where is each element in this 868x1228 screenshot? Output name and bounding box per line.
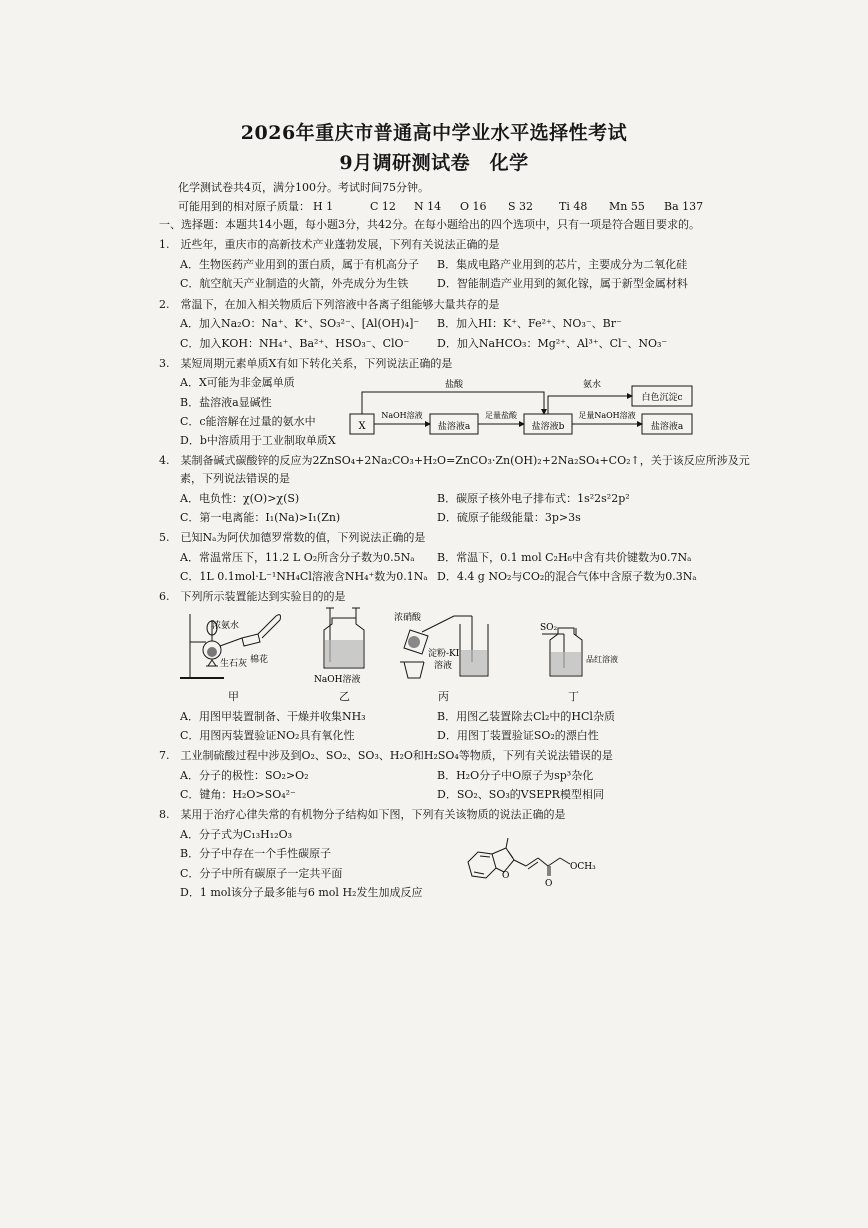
q3-stem: 3. 某短周期元素单质X有如下转化关系，下列说法正确的是 <box>159 357 453 370</box>
q1-option-c: C．航空航天产业制造的火箭，外壳成分为生铁 <box>180 277 409 290</box>
atomic-mass-s: S 32 <box>508 200 534 213</box>
q3-option-a: A．X可能为非金属单质 <box>180 376 295 389</box>
label-excess-hcl: 足量盐酸 <box>485 411 517 420</box>
caption-ding: 丁 <box>568 690 579 703</box>
atomic-mass-mn: Mn 55 <box>609 200 645 213</box>
label-naoh-solution: NaOH溶液 <box>314 675 361 684</box>
q4-option-c: C．第一电离能：I₁(Na)>I₁(Zn) <box>180 511 341 524</box>
label-so2: SO₂ <box>540 623 558 633</box>
apparatus-bing <box>390 606 502 684</box>
label-conc-ammonia: 浓氨水 <box>212 621 240 631</box>
label-salt-a2: 盐溶液a <box>650 422 684 432</box>
q7-option-d: D．SO₂、SO₃的VSEPR模型相同 <box>437 788 604 801</box>
q1-option-b: B．集成电路产业用到的芯片，主要成分为二氧化硅 <box>437 258 688 271</box>
intro-text: 化学测试卷共4页，满分100分。考试时间75分钟。 <box>178 181 429 194</box>
label-ring-o: O <box>502 871 510 881</box>
q6-option-a: A．用图甲装置制备、干燥并收集NH₃ <box>180 710 366 723</box>
apparatus-yi <box>310 606 384 684</box>
label-magenta-solution: 品红溶液 <box>586 655 618 664</box>
q6-option-b: B．用图乙装置除去Cl₂中的HCl杂质 <box>437 710 615 723</box>
q6-stem: 6. 下列所示装置能达到实验目的的是 <box>159 590 346 603</box>
label-solution: 溶液 <box>434 661 453 671</box>
q4-option-d: D．硫原子能级能量：3p>3s <box>437 511 581 524</box>
q4-option-a: A．电负性：χ(O)>χ(S) <box>180 492 300 505</box>
q8-option-b: B．分子中存在一个手性碳原子 <box>180 847 332 860</box>
label-starch-ki: 淀粉-KI <box>428 649 460 659</box>
apparatus-jia <box>178 606 288 684</box>
q8-stem: 8. 某用于治疗心律失常的有机物分子结构如下图，下列有关该物质的说法正确的是 <box>159 808 566 821</box>
label-ammonia: 氨水 <box>582 380 602 390</box>
q7-option-a: A．分子的极性：SO₂>O₂ <box>180 769 309 782</box>
q2-option-b: B．加入HI：K⁺、Fe²⁺、NO₃⁻、Br⁻ <box>437 317 622 330</box>
section-heading: 一、选择题：本题共14小题，每小题3分，共42分。在每小题给出的四个选项中，只有一项是符合题目要求的。 <box>159 218 700 231</box>
q3-option-d: D．b中溶质用于工业制取单质X <box>180 434 336 447</box>
label-carbonyl-o: O <box>545 879 553 889</box>
label-salt-b: 盐溶液b <box>531 422 565 432</box>
caption-jia: 甲 <box>228 690 239 703</box>
caption-yi: 乙 <box>339 690 350 703</box>
q3-transformation-diagram <box>344 372 700 442</box>
q8-molecule-structure <box>462 836 622 892</box>
label-hcl: 盐酸 <box>444 380 464 390</box>
q8-option-d: D．1 mol该分子最多能与6 mol H₂发生加成反应 <box>180 886 423 899</box>
exam-subtitle: 9月调研测试卷 化学 <box>339 152 529 174</box>
q5-option-c: C．1L 0.1mol·L⁻¹NH₄Cl溶液含NH₄⁺数为0.1Nₐ <box>180 570 428 583</box>
q8-option-c: C．分子中所有碳原子一定共平面 <box>180 867 343 880</box>
q5-option-d: D．4.4 g NO₂与CO₂的混合气体中含原子数为0.3Nₐ <box>437 570 697 583</box>
q7-stem: 7. 工业制硫酸过程中涉及到O₂、SO₂、SO₃、H₂O和H₂SO₄等物质，下列有关说法错误的是 <box>159 749 613 762</box>
q3-option-c: C．c能溶解在过量的氨水中 <box>180 415 316 428</box>
exam-title: 2026年重庆市普通高中学业水平选择性考试 <box>240 122 628 144</box>
atomic-mass-ti: Ti 48 <box>559 200 588 213</box>
q5-option-b: B．常温下，0.1 mol C₂H₆中含有共价键数为0.7Nₐ <box>437 551 692 564</box>
q1-option-a: A．生物医药产业用到的蛋白质，属于有机高分子 <box>180 258 419 271</box>
atomic-mass-label: 可能用到的相对原子质量： <box>178 200 310 213</box>
label-excess-naoh: 足量NaOH溶液 <box>578 411 636 420</box>
q4-option-b: B．碳原子核外电子排布式：1s²2s²2p² <box>437 492 630 505</box>
q3-option-b: B．盐溶液a显碱性 <box>180 396 272 409</box>
label-cotton: 棉花 <box>250 655 269 665</box>
q4-stem-line2: 素，下列说法错误的是 <box>180 472 290 485</box>
q4-stem-line1: 4. 某制备碱式碳酸锌的反应为2ZnSO₄+2Na₂CO₃+H₂O=ZnCO₃·Zn(OH)₂+2Na₂SO₄+CO₂↑，关于该反应所涉及元 <box>159 454 750 467</box>
label-quicklime: 生石灰 <box>220 659 248 669</box>
label-conc-hno3: 浓硝酸 <box>394 613 422 623</box>
atomic-mass-o: O 16 <box>460 200 487 213</box>
q7-option-b: B．H₂O分子中O原子为sp³杂化 <box>437 769 594 782</box>
q6-option-c: C．用图丙装置验证NO₂具有氧化性 <box>180 729 355 742</box>
atomic-mass-h: H 1 <box>313 200 334 213</box>
q1-stem: 1. 近些年，重庆市的高新技术产业蓬勃发展，下列有关说法正确的是 <box>159 238 500 251</box>
q6-option-d: D．用图丁装置验证SO₂的漂白性 <box>437 729 599 742</box>
label-x: X <box>358 421 366 432</box>
q2-option-d: D．加入NaHCO₃：Mg²⁺、Al³⁺、Cl⁻、NO₃⁻ <box>437 337 668 350</box>
q5-stem: 5. 已知Nₐ为阿伏加德罗常数的值，下列说法正确的是 <box>159 531 426 544</box>
q8-option-a: A．分子式为C₁₃H₁₂O₃ <box>180 828 293 841</box>
atomic-mass-n: N 14 <box>414 200 442 213</box>
q5-option-a: A．常温常压下，11.2 L O₂所含分子数为0.5Nₐ <box>180 551 415 564</box>
q2-stem: 2. 常温下，在加入相关物质后下列溶液中各离子组能够大量共存的是 <box>159 298 500 311</box>
label-och3: OCH₃ <box>570 862 596 872</box>
apparatus-ding <box>536 606 636 684</box>
atomic-mass-ba: Ba 137 <box>664 200 704 213</box>
label-salt-a: 盐溶液a <box>437 422 471 432</box>
q2-option-a: A．加入Na₂O：Na⁺、K⁺、SO₃²⁻、[Al(OH)₄]⁻ <box>180 317 420 330</box>
q7-option-c: C．键角：H₂O>SO₄²⁻ <box>180 788 296 801</box>
q1-option-d: D．智能制造产业用到的氮化镓，属于新型金属材料 <box>437 277 688 290</box>
q2-option-c: C．加入KOH：NH₄⁺、Ba²⁺、HSO₃⁻、ClO⁻ <box>180 337 410 350</box>
caption-bing: 丙 <box>438 690 449 703</box>
label-naoh: NaOH溶液 <box>381 411 423 420</box>
atomic-mass-c: C 12 <box>370 200 396 213</box>
label-white-ppt: 白色沉淀c <box>641 393 683 403</box>
